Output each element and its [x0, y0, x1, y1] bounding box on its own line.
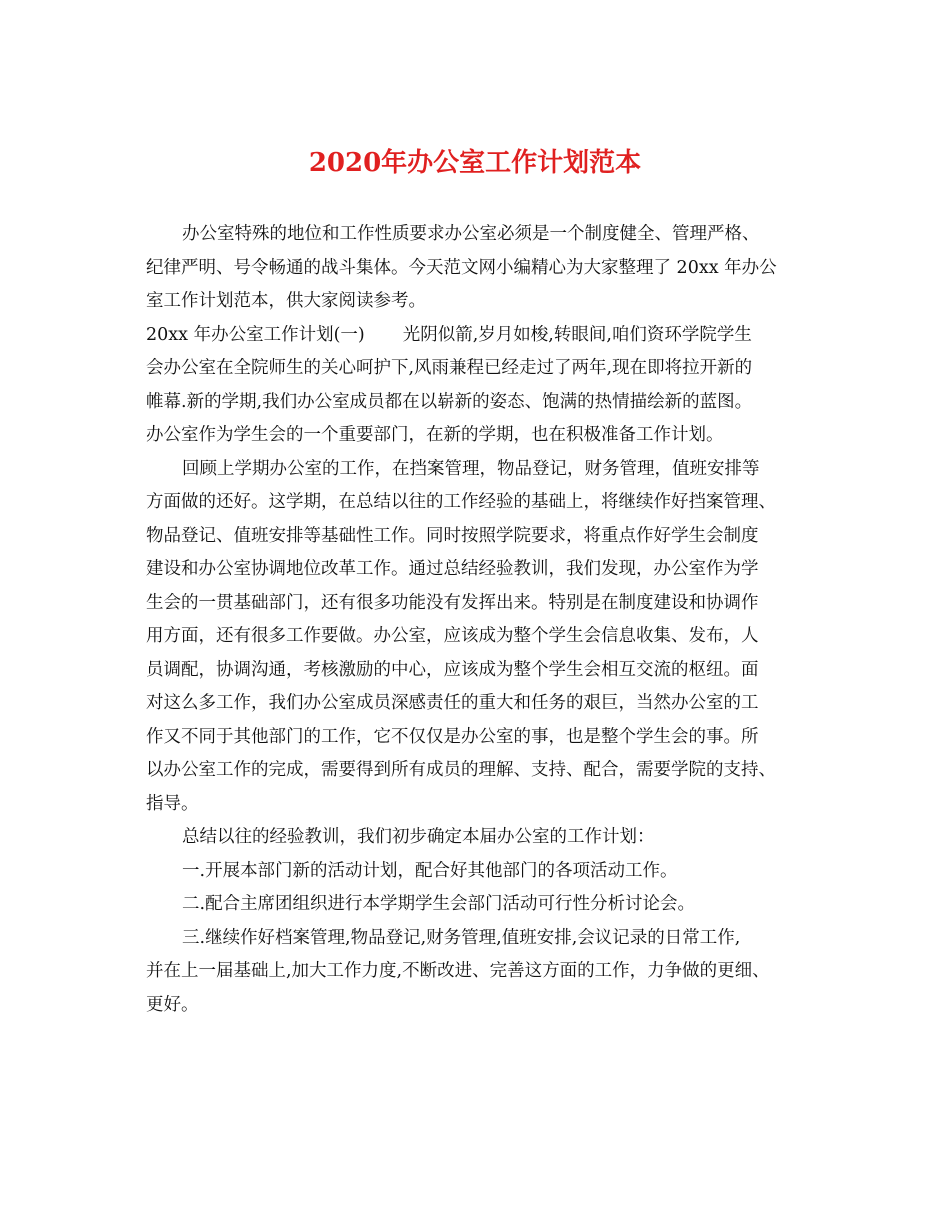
- body-line: 员调配，协调沟通，考核激励的中心，应该成为整个学生会相互交流的枢纽。面: [146, 659, 759, 680]
- list-item-1: 一.开展本部门新的活动计划，配合好其他部门的各项活动工作。: [182, 860, 678, 881]
- document-body: [146, 218, 814, 1022]
- body-line: 更好。: [146, 994, 199, 1015]
- section-heading: 20xx 年办公室工作计划(一): [146, 324, 365, 345]
- body-line: 回顾上学期办公室的工作，在挡案管理，物品登记，财务管理，值班安排等: [182, 458, 760, 479]
- list-item-3: 三.继续作好档案管理,物品登记,财务管理,值班安排,会议记录的日常工作,: [182, 927, 741, 948]
- body-line: 建设和办公室协调地位改革工作。通过总结经验教训，我们发现，办公室作为学: [146, 559, 759, 579]
- body-line: 办公室特殊的地位和工作性质要求办公室必须是一个制度健全、管理严格、: [182, 224, 760, 244]
- body-line: 帷幕.新的学期,我们办公室成员都在以崭新的姿态、饱满的热情描绘新的蓝图。: [146, 391, 753, 412]
- section-heading-tail: 光阴似箭,岁月如梭,转眼间,咱们资环学院学生: [402, 324, 752, 345]
- body-line: 作又不同于其他部门的工作，它不仅仅是办公室的事，也是整个学生会的事。所: [146, 726, 759, 747]
- body-line: 会办公室在全院师生的关心呵护下,风雨兼程已经走过了两年,现在即将拉开新的: [146, 358, 753, 378]
- body-line: 对这么多工作，我们办公室成员深感责任的重大和任务的艰巨，当然办公室的工: [146, 693, 759, 713]
- body-line: 以办公室工作的完成，需要得到所有成员的理解、支持、配合，需要学院的支持、: [146, 760, 776, 780]
- body-line: 室工作计划范本，供大家阅读参考。: [146, 291, 426, 311]
- body-line: 并在上一届基础上,加大工作力度,不断改进、完善这方面的工作，力争做的更细、: [146, 961, 770, 981]
- body-line: 生会的一贯基础部门，还有很多功能没有发挥出来。特别是在制度建设和协调作: [146, 592, 759, 613]
- body-line: 物品登记、值班安排等基础性工作。同时按照学院要求，将重点作好学生会制度: [146, 525, 759, 546]
- body-line: 纪律严明、号令畅通的战斗集体。今天范文网小编精心为大家整理了 20xx 年办公: [146, 257, 777, 278]
- body-line: 总结以往的经验教训，我们初步确定本届办公室的工作计划：: [182, 827, 655, 847]
- body-line: 办公室作为学生会的一个重要部门，在新的学期，也在积极准备工作计划。: [146, 425, 724, 445]
- body-line: 用方面，还有很多工作要做。办公室，应该成为整个学生会信息收集、发布，人: [146, 626, 759, 646]
- list-item-2: 二.配合主席团组织进行本学期学生会部门活动可行性分析讨论会。: [182, 894, 696, 914]
- body-line: 方面做的还好。这学期，在总结以往的工作经验的基础上，将继续作好挡案管理、: [146, 492, 776, 512]
- document-title: 2020年办公室工作计划范本: [308, 148, 642, 178]
- body-line-section-heading: [146, 319, 814, 353]
- body-line: 指导。: [146, 793, 199, 814]
